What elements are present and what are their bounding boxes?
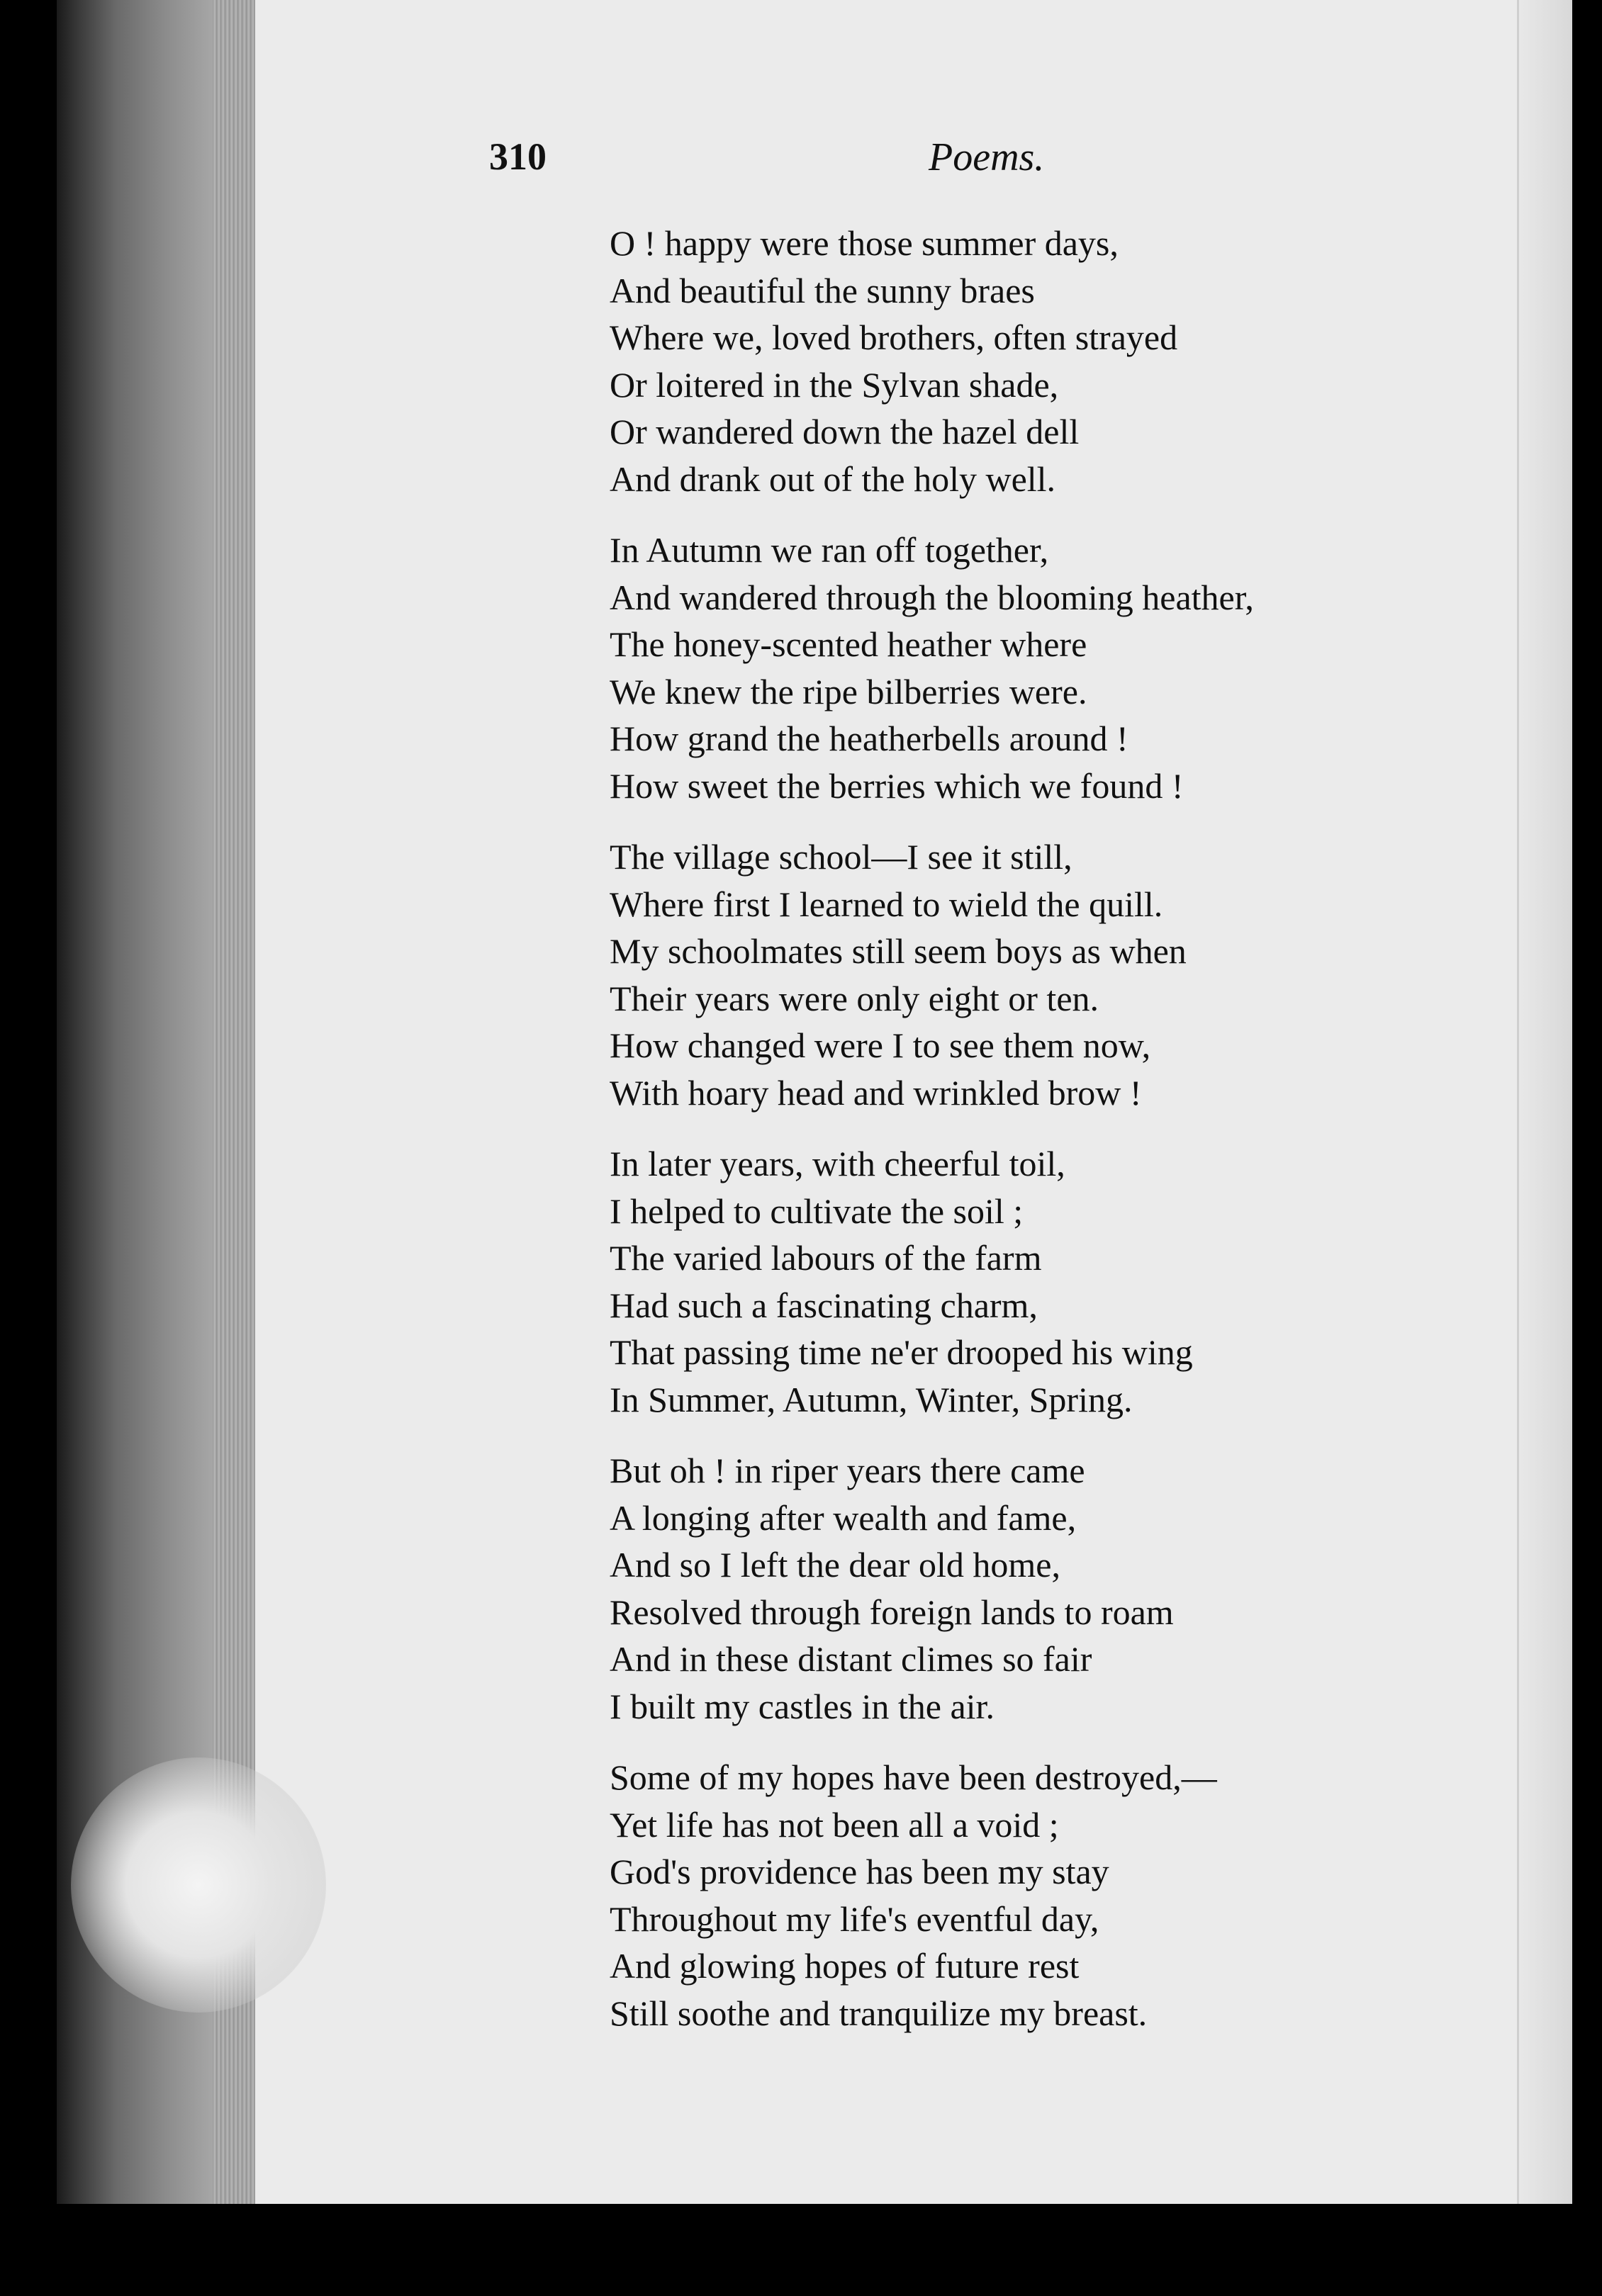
poem-line: In later years, with cheerful toil, — [610, 1144, 1065, 1183]
poem-line: O ! happy were those summer days, — [610, 223, 1119, 263]
poem-line: And in these distant climes so fair — [610, 1639, 1092, 1679]
stanza-1 — [610, 220, 1460, 502]
poem-body — [610, 220, 1460, 2061]
paper-damage-mark — [71, 1757, 326, 2013]
poem-line: And so I left the dear old home, — [610, 1545, 1060, 1585]
page-header — [489, 135, 1099, 198]
poem-line: Their years were only eight or ten. — [610, 978, 1099, 1018]
poem-line: Still soothe and tranquilize my breast. — [610, 1993, 1148, 2033]
page-number: 310 — [489, 135, 547, 178]
poem-line: Some of my hopes have been destroyed,— — [610, 1757, 1217, 1797]
poem-line: How sweet the berries which we found ! — [610, 765, 1184, 806]
poem-line: The honey-scented heather where — [610, 624, 1087, 664]
poem-line: I helped to cultivate the soil ; — [610, 1191, 1024, 1231]
poem-line: Had such a fascinating charm, — [610, 1285, 1038, 1325]
running-title: Poems. — [929, 135, 1045, 179]
poem-line: Where first I learned to wield the quill. — [610, 884, 1163, 924]
poem-line: In Summer, Autumn, Winter, Spring. — [610, 1379, 1133, 1419]
poem-line: We knew the ripe bilberries were. — [610, 671, 1087, 711]
poem-line: Yet life has not been all a void ; — [610, 1804, 1059, 1845]
poem-line: How changed were I to see them now, — [610, 1025, 1151, 1065]
poem-line: But oh ! in riper years there came — [610, 1451, 1085, 1490]
page-right-edge — [1517, 0, 1572, 2204]
stanza-5 — [610, 1447, 1460, 1730]
poem-line: I built my castles in the air. — [610, 1686, 995, 1726]
poem-line: Where we, loved brothers, often strayed — [610, 317, 1178, 357]
poem-line: And wandered through the blooming heather, — [610, 577, 1254, 617]
poem-line: In Autumn we ran off together, — [610, 530, 1049, 570]
poem-line: Resolved through foreign lands to roam — [610, 1592, 1174, 1632]
stanza-2 — [610, 527, 1460, 809]
poem-line: Throughout my life's eventful day, — [610, 1898, 1099, 1939]
poem-line: And drank out of the holy well. — [610, 458, 1056, 499]
poem-line: God's providence has been my stay — [610, 1852, 1109, 1891]
poem-line: The varied labours of the farm — [610, 1238, 1042, 1278]
stanza-4 — [610, 1140, 1460, 1423]
poem-line: Or loitered in the Sylvan shade, — [610, 364, 1059, 405]
stanza-3 — [610, 833, 1460, 1116]
poem-line: And beautiful the sunny braes — [610, 270, 1035, 310]
poem-line: Or wandered down the hazel dell — [610, 412, 1080, 451]
poem-line: And glowing hopes of future rest — [610, 1946, 1080, 1986]
poem-line: The village school—I see it still, — [610, 837, 1072, 877]
poem-line: With hoary head and wrinkled brow ! — [610, 1072, 1142, 1113]
poem-line: That passing time ne'er drooped his wing — [610, 1332, 1193, 1372]
poem-line: A longing after wealth and fame, — [610, 1497, 1077, 1538]
stanza-6 — [610, 1754, 1460, 2037]
poem-line: How grand the heatherbells around ! — [610, 719, 1128, 758]
poem-line: My schoolmates still seem boys as when — [610, 931, 1187, 971]
